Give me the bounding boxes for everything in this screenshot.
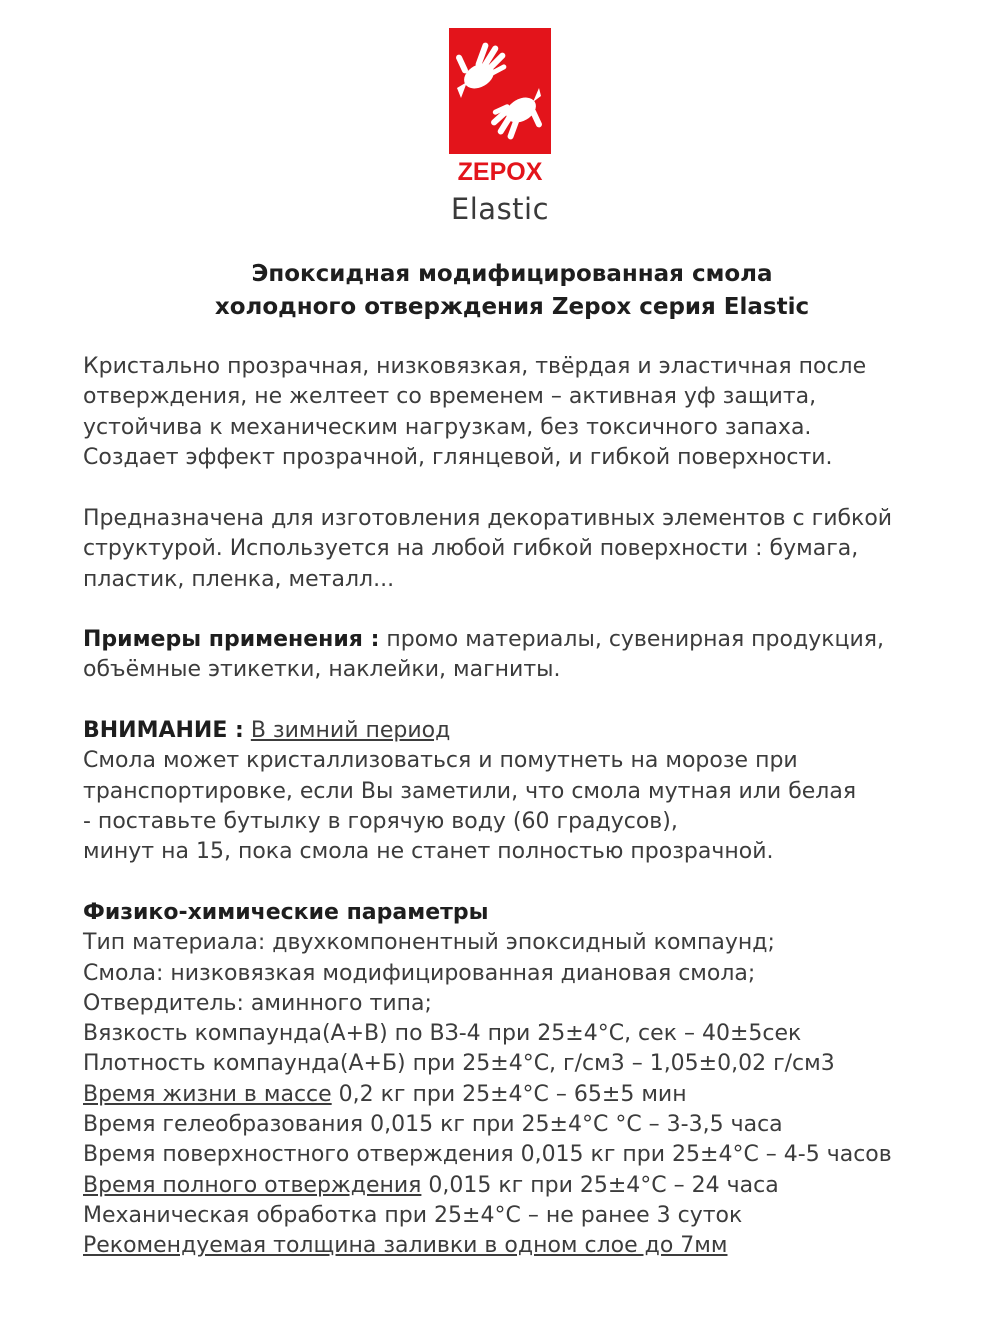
svg-text:ZEPOX: ZEPOX [457,158,543,184]
param-surface-cure: Время поверхностного отверждения 0,015 кг при 25±4°С – 4-5 часов [83,1142,892,1168]
param-thickness: Рекомендуемая толщина заливки в одном слое до 7мм [83,1233,728,1259]
text-line: - поставьте бутылку в горячую воду (60 градусов), [83,808,678,834]
text-line: Предназначена для изготовления декоративных элементов с гибкой [83,506,893,531]
param-machining: Механическая обработка при 25±4°С – не ранее 3 суток [83,1202,743,1228]
pot-life-value: 0,2 кг при 25±4°С – 65±5 мин [331,1081,687,1107]
text-line: отверждения, не желтеет со временем – активная уф защита, [83,384,817,410]
purpose [83,504,950,595]
text-line: транспортировке, если Вы заметили, что смола мутная или белая [83,778,857,804]
examples [83,625,950,686]
full-cure-label: Время полного отверждения [83,1172,422,1198]
text-line: минут на 15, пока смола не станет полностью прозрачной. [83,839,774,865]
param-density: Плотность компаунда(А+Б) при 25±4°С, г/см3 – 1,05±0,02 г/см3 [83,1051,835,1077]
text-line: объёмные этикетки, наклейки, магниты. [83,657,561,683]
text-line: устойчива к механическим нагрузкам, без токсичного запаха. [83,414,812,440]
title-line: холодного отверждения Zepox серия Elastic [214,294,810,320]
page-title [0,258,1000,324]
warning-period: В зимний период [250,718,451,743]
examples-label: Примеры применения : [83,627,380,652]
description [83,352,950,473]
parameters [83,898,950,1262]
examples-text: промо материалы, сувенирная продукция, [379,627,884,652]
title-line: Эпоксидная модифицированная смола [251,261,773,287]
param-pot-life [83,1080,950,1110]
text-line: Кристально прозрачная, низковязкая, твёрдая и эластичная после [83,354,867,379]
param-material-type: Тип материала: двухкомпонентный эпоксидный компаунд; [83,930,775,956]
text-line: пластик, пленка, металл... [83,566,395,592]
param-gel-time: Время гелеобразования 0,015 кг при 25±4°С °С – 3-3,5 часа [83,1112,783,1138]
text-line: Смола может кристаллизоваться и помутнеть на морозе при [83,748,798,774]
pot-life-label: Время жизни в массе [83,1081,332,1107]
text-line: структурой. Используется на любой гибкой поверхности : бумага, [83,536,859,562]
zepox-logo [449,28,551,184]
warning-label: ВНИМАНИЕ : [83,718,244,743]
param-hardener: Отвердитель: аминного типа; [83,990,432,1016]
full-cure-value: 0,015 кг при 25±4°С – 24 часа [421,1172,779,1198]
warning [83,716,950,867]
param-resin: Смола: низковязкая модифицированная диановая смола; [83,960,756,986]
param-viscosity: Вязкость компаунда(А+В) по ВЗ-4 при 25±4°С, сек – 40±5сек [83,1021,802,1047]
params-title: Физико-химические параметры [83,900,489,925]
product-line: Elastic [450,192,550,226]
param-full-cure [83,1171,950,1201]
text-line: Создает эффект прозрачной, глянцевой, и гибкой поверхности. [83,444,833,470]
